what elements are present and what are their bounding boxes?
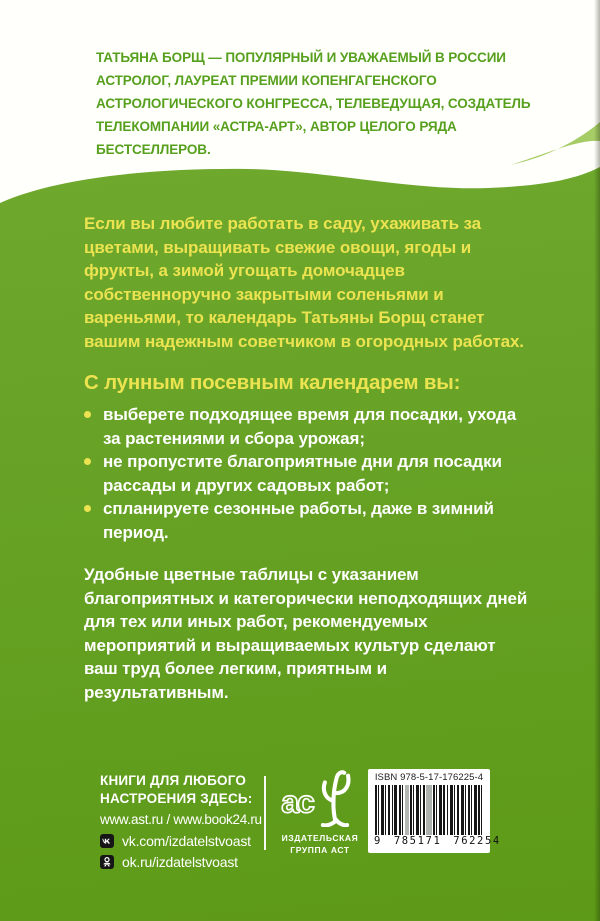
list-item bbox=[84, 450, 528, 497]
promo-heading-line2: НАСТРОЕНИЯ ЗДЕСЬ: bbox=[100, 790, 253, 806]
ast-logo-letters: ас bbox=[281, 783, 313, 820]
vk-link: vk.com/izdatelstvoast bbox=[122, 833, 251, 849]
barcode-bars bbox=[375, 785, 483, 835]
vk-icon bbox=[100, 834, 114, 848]
list-item bbox=[84, 497, 528, 544]
list-item-text: выберете подходящее время для посадки, ухода за растениями и сбора урожая; bbox=[103, 405, 517, 448]
ast-logo bbox=[281, 767, 359, 827]
publisher-block bbox=[281, 767, 359, 856]
publisher-name-line1: ИЗДАТЕЛЬСКАЯ bbox=[281, 833, 359, 843]
isbn-label: ISBN 978-5-17-176225-4 bbox=[374, 772, 484, 783]
list-item-text: не пропустите благоприятные дни для посадки рассады и других садовых работ; bbox=[103, 452, 502, 495]
vk-row bbox=[100, 833, 268, 849]
barcode-box bbox=[368, 769, 501, 853]
list-item-text: спланируете сезонные работы, даже в зимний период. bbox=[103, 499, 494, 542]
ok-icon bbox=[100, 855, 114, 869]
ok-link: ok.ru/izdatelstvoast bbox=[122, 854, 238, 870]
store-links: www.ast.ru / www.book24.ru bbox=[100, 812, 262, 827]
bullet-dot-icon bbox=[84, 411, 91, 418]
list-item bbox=[84, 403, 528, 450]
publisher-name-line2: ГРУППА АСТ bbox=[290, 845, 350, 855]
bullet-dot-icon bbox=[84, 505, 91, 512]
author-note: ТАТЬЯНА БОРЩ — ПОПУЛЯРНЫЙ И УВАЖАЕМЫЙ В РОССИИ АСТРОЛОГ, ЛАУРЕАТ ПРЕМИИ КОПЕНГАГЕНСКОГО АСТРОЛОГИЧЕСКОГО КОНГРЕССА, ТЕЛЕВЕДУЩАЯ, СОЗДАТЕЛЬ ТЕЛЕКОМПАНИИ «АСТРА-АРТ», АВТОР ЦЕЛОГО РЯДА БЕСТСЕЛЛЕРОВ. bbox=[96, 50, 531, 157]
footer-divider bbox=[264, 776, 266, 850]
promo-heading-line1: КНИГИ ДЛЯ ЛЮБОГО bbox=[100, 773, 247, 788]
blurb-section bbox=[84, 212, 528, 704]
barcode-digits: 9 785171 762254 bbox=[374, 835, 501, 847]
ast-cactus-icon bbox=[323, 772, 349, 825]
outro-paragraph: Удобные цветные таблицы с указанием благоприятных и категорически неподходящих дней для тех или иных работ, рекомендуемых мероприятий и выращиваемых культур сделают ваш труд более легким, приятным и результативным. bbox=[84, 565, 528, 702]
benefits-list bbox=[84, 403, 528, 544]
ok-row bbox=[100, 854, 268, 870]
bullet-dot-icon bbox=[84, 458, 91, 465]
promo-block bbox=[100, 772, 268, 870]
list-heading: С лунным посевным календарем вы: bbox=[84, 371, 461, 394]
intro-paragraph: Если вы любите работать в саду, ухаживать за цветами, выращивать свежие овощи, ягоды и фрукты, а зимой угощать домочадцев собственноручно закрытыми соленьями и вареньями, то календарь Татьяны Борщ станет вашим надежным советчиком в огородных работах. bbox=[84, 214, 524, 351]
